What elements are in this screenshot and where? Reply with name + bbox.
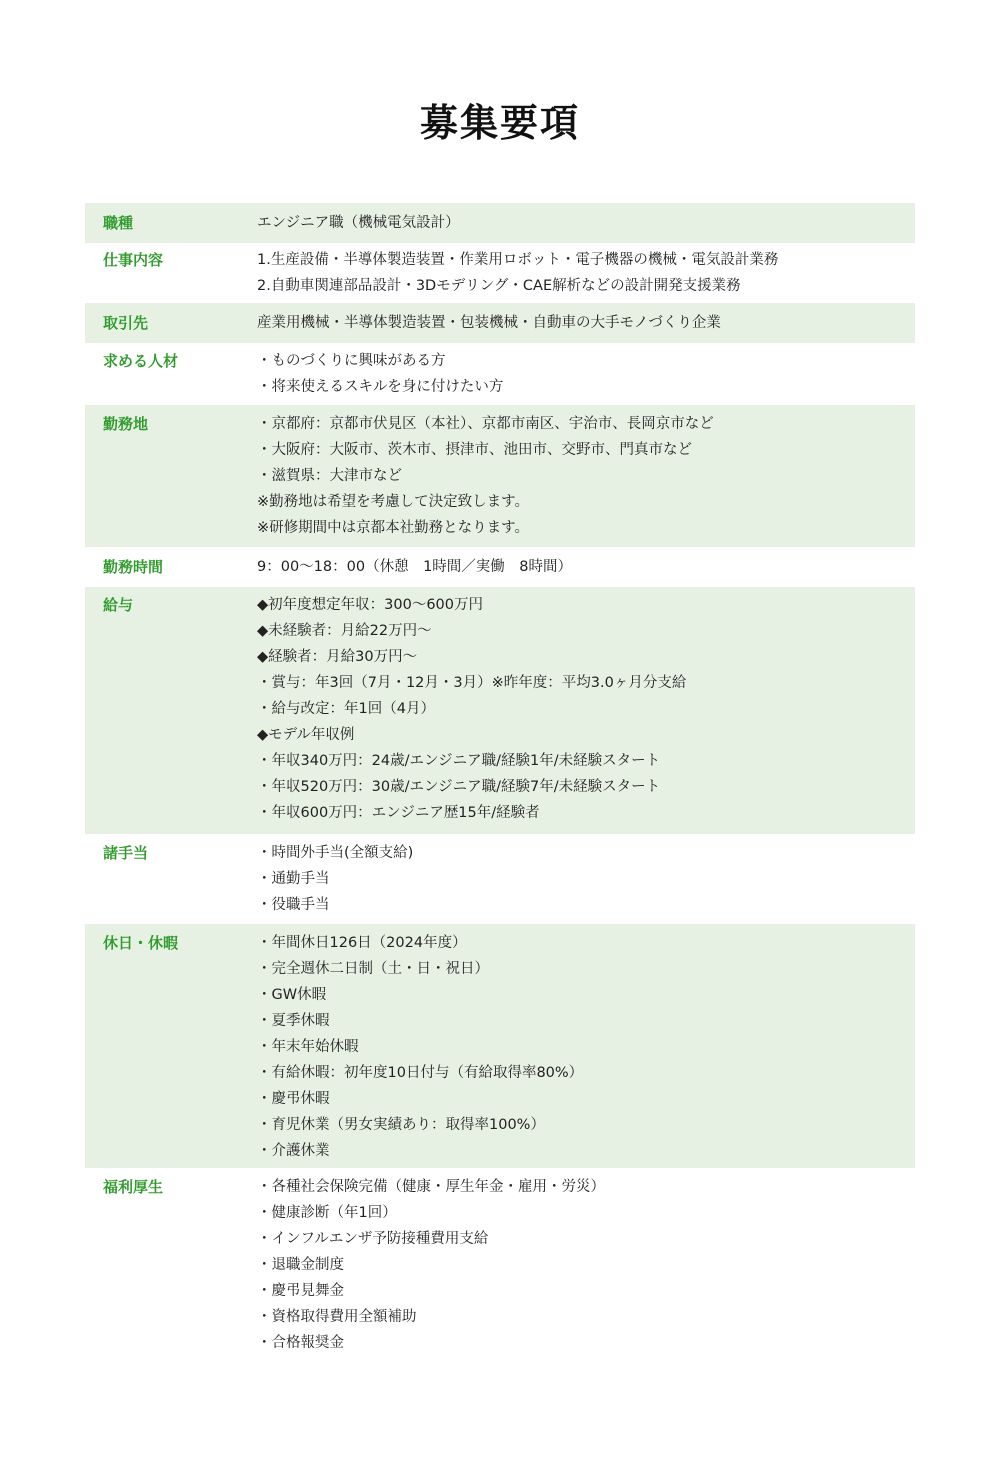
value-line: ・各種社会保険完備（健康・厚生年金・雇用・労災） xyxy=(257,1179,605,1195)
value-line: 産業用機械・半導体製造装置・包装機械・自動車の大手モノづくり企業 xyxy=(257,315,721,331)
value-line: ・資格取得費用全額補助 xyxy=(257,1309,417,1325)
row-value xyxy=(257,348,915,400)
value-line: ・慶弔見舞金 xyxy=(257,1283,344,1299)
value-line: ・賞与：年3回（7月・12月・3月）※昨年度：平均3.0ヶ月分支給 xyxy=(257,675,687,691)
value-line: ・役職手当 xyxy=(257,897,330,913)
row-label: 福利厚生 xyxy=(103,1178,164,1196)
row-value xyxy=(257,210,915,236)
value-line: 9：00～18：00（休憩 1時間／実働 8時間） xyxy=(257,559,573,575)
value-line: ・慶弔休暇 xyxy=(257,1091,330,1107)
row-desired-candidate xyxy=(85,343,915,405)
row-benefits xyxy=(85,1168,915,1362)
row-allowances xyxy=(85,834,915,924)
value-line: ・滋賀県：大津市など xyxy=(257,468,402,484)
value-line: ・合格報奨金 xyxy=(257,1335,344,1351)
row-value xyxy=(257,592,915,826)
value-line: 1.生産設備・半導体製造装置・作業用ロボット・電子機器の機械・電気設計業務 xyxy=(257,252,779,268)
value-line: ◆経験者：月給30万円～ xyxy=(257,649,418,665)
value-line: ・年収340万円：24歳/エンジニア職/経験1年/未経験スタート xyxy=(257,753,661,769)
value-line: ・介護休業 xyxy=(257,1143,330,1159)
row-label: 勤務地 xyxy=(103,415,149,433)
value-line: ・通勤手当 xyxy=(257,871,330,887)
value-line: ◆初年度想定年収：300～600万円 xyxy=(257,597,484,613)
value-line: ・夏季休暇 xyxy=(257,1013,330,1029)
page-title: 募集要項 xyxy=(419,101,580,145)
row-label: 仕事内容 xyxy=(103,251,164,269)
row-value xyxy=(257,411,915,541)
row-salary xyxy=(85,587,915,834)
value-line: ・年収520万円：30歳/エンジニア職/経験7年/未経験スタート xyxy=(257,779,661,795)
value-line: ・有給休暇：初年度10日付与（有給取得率80%） xyxy=(257,1065,584,1081)
row-label: 職種 xyxy=(103,214,134,232)
value-line: ・育児休業（男女実績あり：取得率100%） xyxy=(257,1117,545,1133)
value-line: ・退職金制度 xyxy=(257,1257,344,1273)
row-work-location xyxy=(85,405,915,547)
row-label: 求める人材 xyxy=(103,352,179,370)
value-line: ・年間休日126日（2024年度） xyxy=(257,935,467,951)
row-value xyxy=(257,930,915,1164)
value-line: ・年末年始休暇 xyxy=(257,1039,359,1055)
value-line: ・大阪府：大阪市、茨木市、摂津市、池田市、交野市、門真市など xyxy=(257,442,692,458)
value-line: ※勤務地は希望を考慮して決定致します。 xyxy=(257,494,529,510)
row-label: 給与 xyxy=(103,596,134,614)
row-label: 取引先 xyxy=(103,314,149,332)
value-line: ・給与改定：年1回（4月） xyxy=(257,701,435,717)
row-value xyxy=(257,840,915,918)
value-line: ・ものづくりに興味がある方 xyxy=(257,353,446,369)
row-job-type xyxy=(85,203,915,243)
value-line: ・将来使えるスキルを身に付けたい方 xyxy=(257,379,504,395)
value-line: ・京都府：京都市伏見区（本社）、京都市南区、宇治市、長岡京市など xyxy=(257,416,714,432)
row-label: 諸手当 xyxy=(103,844,149,862)
value-line: ・完全週休二日制（土・日・祝日） xyxy=(257,961,489,977)
value-line: ※研修期間中は京都本社勤務となります。 xyxy=(257,520,529,536)
row-job-description xyxy=(85,243,915,303)
value-line: ・インフルエンザ予防接種費用支給 xyxy=(257,1231,489,1247)
value-line: ◆モデル年収例 xyxy=(257,727,355,743)
row-value xyxy=(257,247,915,299)
value-line: ・年収600万円：エンジニア歴15年/経験者 xyxy=(257,805,540,821)
row-holidays xyxy=(85,924,915,1168)
row-value xyxy=(257,310,915,336)
row-working-hours xyxy=(85,547,915,587)
value-line: エンジニア職（機械電気設計） xyxy=(257,215,460,231)
value-line: ・GW休暇 xyxy=(257,987,327,1003)
row-value xyxy=(257,554,915,580)
value-line: ・健康診断（年1回） xyxy=(257,1205,397,1221)
value-line: 2.自動車関連部品設計・3Dモデリング・CAE解析などの設計開発支援業務 xyxy=(257,278,741,294)
recruitment-table xyxy=(85,203,915,1362)
value-line: ・時間外手当(全額支給) xyxy=(257,845,414,861)
row-value xyxy=(257,1174,915,1356)
row-label: 勤務時間 xyxy=(103,558,164,576)
value-line: ◆未経験者：月給22万円～ xyxy=(257,623,432,639)
row-label: 休日・休暇 xyxy=(103,934,179,952)
row-clients xyxy=(85,303,915,343)
